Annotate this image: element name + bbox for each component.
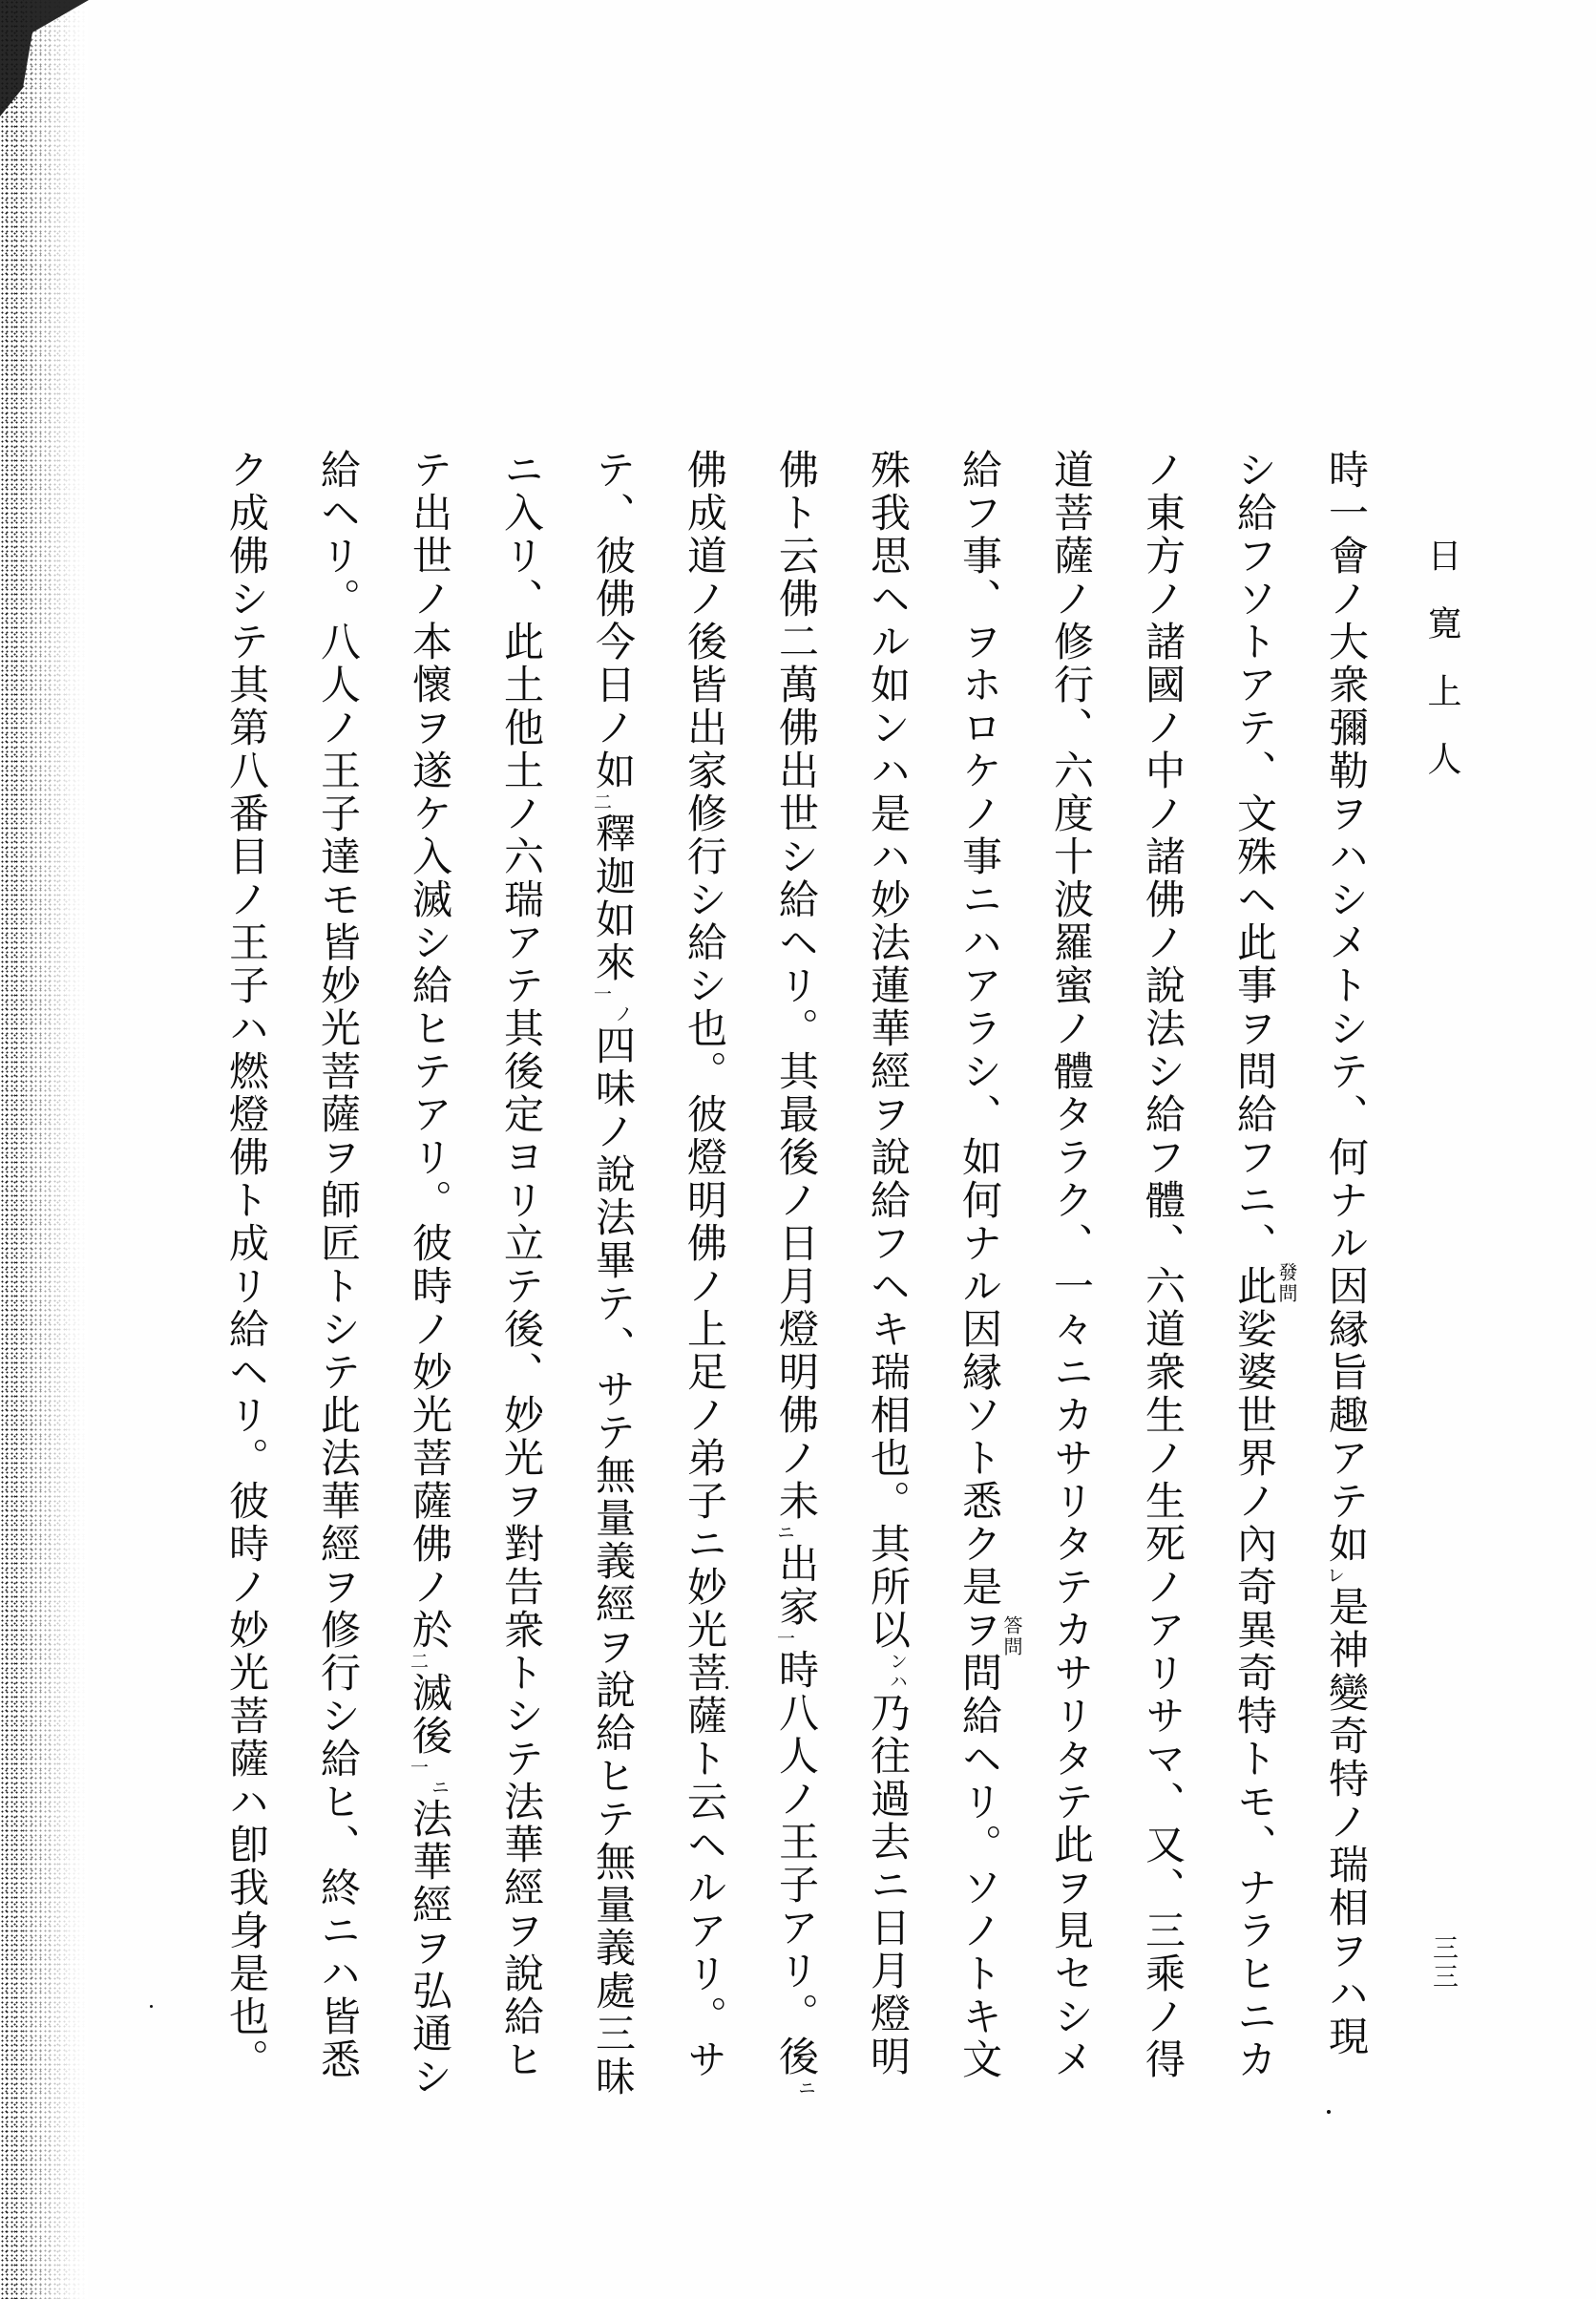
column-text: 時八人ノ王子アリ。後: [773, 1649, 820, 2078]
text-column-4: [1025, 449, 1117, 2129]
kaeriten-mark: ニ: [774, 1523, 795, 1543]
running-head-title: 日寛上人: [1422, 538, 1461, 809]
column-text: 道菩薩ノ修行、六度十波羅蜜ノ體タラク、一々ニカサリタテカサリタテ此ヲ見セシメ: [1048, 449, 1095, 2081]
column-text: ニ入リ、此土他土ノ六瑞アテ其後定ヨリ立テ後、妙光ヲ對告衆トシテ法華經ヲ說給ヒ: [498, 449, 545, 2081]
text-column-8: [659, 449, 750, 2129]
margin-gloss: 答問: [1000, 1615, 1023, 1657]
column-text: 乃往過去ニ日月燈明: [865, 1692, 912, 2078]
column-text: 時一會ノ大衆彌勒ヲハシメトシテ、何ナル因縁旨趣アテ如: [1323, 449, 1370, 1566]
kaeriten-mark: 二: [408, 1652, 429, 1672]
column-text: 佛ト云佛二萬佛出世シ給ヘリ。其最後ノ日月燈明佛ノ未: [773, 449, 820, 1523]
text-column-6: [842, 449, 934, 2129]
column-text: ク成佛シテ其第八番目ノ王子ハ燃燈佛ト成リ給ヘリ。彼時ノ妙光菩薩ハ卽我身是也。: [223, 449, 270, 2081]
kaeriten-mark: レ: [1324, 1566, 1345, 1586]
text-column-11: [384, 449, 475, 2129]
okurigana-mark: ニ: [795, 2078, 816, 2099]
okurigana-mark: ノ: [612, 1004, 633, 1024]
column-text: 給フ事、ヲホロケノ事ニハアラシ、如何ナル因縁ソト悉ク是ヲ問給ヘリ。ソノトキ文: [956, 449, 1003, 2081]
column-text: 滅後: [407, 1672, 453, 1758]
column-text: シ給フソトアテ、文殊ヘ此事ヲ問給フニ、此娑婆世界ノ內奇異奇特トモ、ナラヒニカ: [1231, 449, 1278, 2081]
column-text: 四味ノ說法畢テ、サテ無量義經ヲ說給ヒテ無量義處三昧: [590, 1024, 637, 2099]
page-number: 三三: [1428, 1934, 1458, 1992]
margin-gloss: 發問: [1275, 1262, 1298, 1304]
column-text: 給ヘリ。八人ノ王子達モ皆妙光菩薩ヲ師匠トシテ此法華經ヲ修行シ給ヒ、終ニハ皆悉: [315, 449, 362, 2081]
column-text: 是神變奇特ノ瑞相ヲハ現: [1323, 1586, 1370, 2058]
text-column-1: [1300, 449, 1392, 2129]
kaeriten-mark: 一: [408, 1758, 429, 1778]
column-text: 殊我思ヘル如ンハ是ハ妙法蓮華經ヲ說給フヘキ瑞相也。其所以: [865, 449, 912, 1652]
column-text: 法華經ヲ弘通シ: [407, 1798, 453, 2099]
text-column-10: [475, 449, 567, 2129]
kaeriten-mark: 二: [591, 792, 612, 812]
column-text: テ出世ノ本懷ヲ遂ケ入滅シ給ヒテアリ。彼時ノ妙光菩薩佛ノ於: [407, 449, 453, 1652]
column-text: ノ東方ノ諸國ノ中ノ諸佛ノ說法シ給フ體、六道衆生ノ生死ノアリサマ、又、三乘ノ得: [1140, 449, 1186, 2081]
kaeriten-mark: 一: [774, 1629, 795, 1649]
column-text: 佛成道ノ後皆出家修行シ給シ也。彼燈明佛ノ上足ノ弟子ニ妙光菩薩ト云ヘルアリ。サ: [682, 449, 728, 2081]
text-column-9: [567, 449, 659, 2129]
okurigana-mark: ニ: [429, 1778, 450, 1798]
column-text: テ、彼佛今日ノ如: [590, 449, 637, 792]
text-column-3: [1117, 449, 1208, 2129]
kaeriten-mark: 一: [591, 984, 612, 1004]
text-column-5: [934, 449, 1025, 2129]
text-column-7: [750, 449, 842, 2129]
text-column-12: [292, 449, 384, 2129]
column-text: 釋迦如來: [590, 812, 637, 984]
column-text: 出家: [773, 1543, 820, 1629]
text-column-13: [200, 449, 292, 2129]
okurigana-mark: ンハ: [887, 1652, 908, 1692]
